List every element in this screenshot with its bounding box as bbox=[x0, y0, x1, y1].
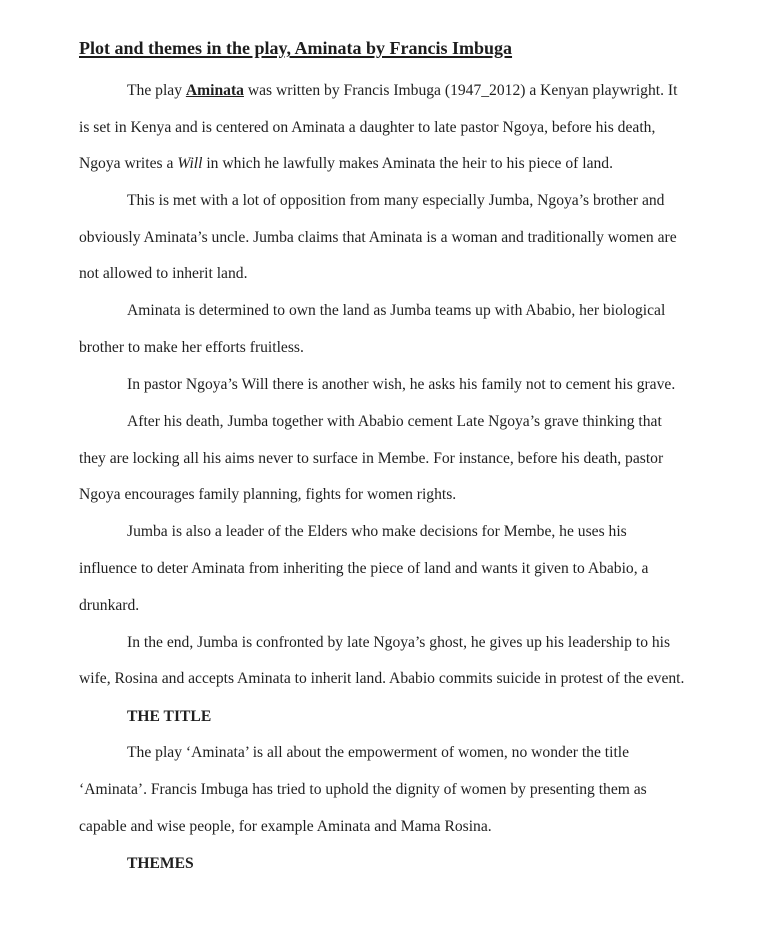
paragraph-line: obviously Aminata’s uncle. Jumba claims that Aminata is a woman and traditionally women are bbox=[79, 229, 677, 246]
text-run: in which he lawfully makes Aminata the heir to his piece of land. bbox=[202, 155, 613, 172]
section-heading-themes: THEMES bbox=[127, 855, 194, 872]
section-heading-title: THE TITLE bbox=[127, 708, 212, 725]
paragraph-line: is set in Kenya and is centered on Aminata a daughter to late pastor Ngoya, before his death, bbox=[79, 119, 656, 136]
paragraph-line: Aminata is determined to own the land as Jumba teams up with Ababio, her biological bbox=[127, 302, 666, 319]
text-run: Ngoya writes a bbox=[79, 155, 178, 172]
play-title-emphasis: Aminata bbox=[185, 82, 244, 99]
paragraph-line: wife, Rosina and accepts Aminata to inherit land. Ababio commits suicide in protest of the event. bbox=[79, 670, 685, 687]
paragraph-line: The play ‘Aminata’ is all about the empowerment of women, no wonder the title bbox=[127, 744, 630, 761]
paragraph-line: ‘Aminata’. Francis Imbuga has tried to uphold the dignity of women by presenting them as bbox=[79, 781, 647, 798]
paragraph-line bbox=[79, 154, 613, 174]
paragraph-line: In the end, Jumba is confronted by late Ngoya’s ghost, he gives up his leadership to his bbox=[127, 634, 671, 651]
paragraph-line: they are locking all his aims never to surface in Membe. For instance, before his death, pastor bbox=[79, 450, 664, 467]
document-title: Plot and themes in the play, Aminata by Francis Imbuga bbox=[79, 38, 513, 58]
paragraph-line: After his death, Jumba together with Ababio cement Late Ngoya’s grave thinking that bbox=[127, 413, 662, 430]
paragraph-line: Ngoya encourages family planning, fights for women rights. bbox=[79, 486, 457, 503]
will-emphasis: Will bbox=[177, 155, 203, 172]
paragraph-line: Jumba is also a leader of the Elders who make decisions for Membe, he uses his bbox=[127, 523, 627, 540]
paragraph-line: influence to deter Aminata from inheriting the piece of land and wants it given to Ababio, a bbox=[79, 560, 649, 577]
paragraph-line: drunkard. bbox=[79, 597, 140, 614]
text-run: The play bbox=[127, 82, 186, 99]
paragraph-line: capable and wise people, for example Aminata and Mama Rosina. bbox=[79, 818, 492, 835]
paragraph-line: brother to make her efforts fruitless. bbox=[79, 339, 304, 356]
paragraph-line: In pastor Ngoya’s Will there is another wish, he asks his family not to cement his grave. bbox=[127, 376, 676, 393]
paragraph-line: not allowed to inherit land. bbox=[79, 265, 248, 282]
paragraph-line: This is met with a lot of opposition from many especially Jumba, Ngoya’s brother and bbox=[127, 192, 665, 209]
paragraph-line bbox=[127, 81, 677, 101]
text-run: was written by Francis Imbuga (1947_2012) a Kenyan playwright. It bbox=[243, 82, 678, 99]
